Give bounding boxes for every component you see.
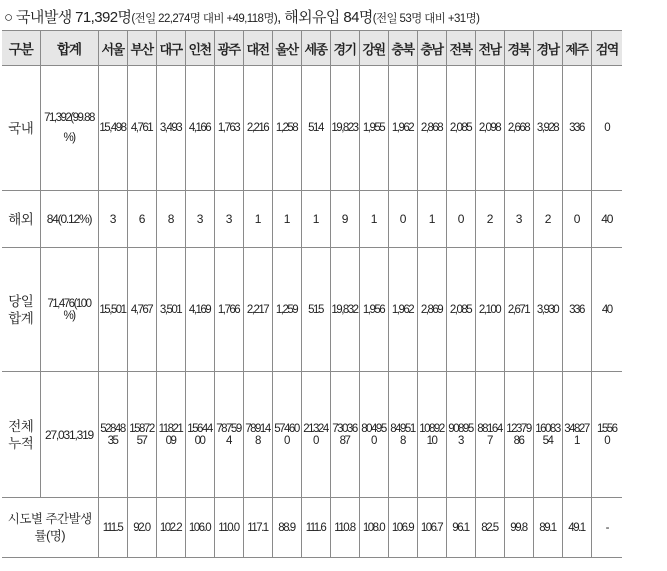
cumulative-cell-bottom: 54 [542,434,553,447]
overseas-cell: 1 [417,191,446,248]
domestic-cell: 3,928 [533,66,562,191]
cumulative-cell-top: 80495 [361,422,386,435]
overseas-cell: 1 [301,191,330,248]
overseas-cell: 0 [388,191,417,248]
overseas-cell: 0 [562,191,591,248]
cumulative-cell-top: 78914 [245,422,270,435]
cumulative-cell-top: 10892 [419,422,444,435]
overseas-cell: 40 [591,191,622,248]
header-row [2,31,622,66]
domestic-total [40,66,98,191]
overseas-cell: 3 [185,191,214,248]
daily-cell: 2,100 [475,248,504,372]
daily-cell: 336 [562,248,591,372]
daily-cell: 2,869 [417,248,446,372]
domestic-cell: 0 [591,66,622,191]
domestic-cell: 2,098 [475,66,504,191]
cumulative-cell [98,372,127,498]
daily-cell: 2,085 [446,248,475,372]
cumulative-cell-top: 21324 [303,422,328,435]
overseas-cell: 2 [533,191,562,248]
domestic-row [2,66,622,191]
weekly-cell: 110.8 [330,498,359,558]
cumulative-cell-top: 73036 [332,422,357,435]
overseas-cell: 1 [272,191,301,248]
overseas-value: 84명 [343,9,373,26]
cumulative-cell-bottom: 4 [226,434,231,447]
cumulative-cell-bottom: 10 [426,434,437,447]
overseas-cell: 1 [243,191,272,248]
cumulative-cell-bottom: 8 [400,434,405,447]
overseas-cell: 1 [359,191,388,248]
domestic-cell: 2,216 [243,66,272,191]
daily-total-top: 71,476(100 [47,297,91,310]
cumulative-cell-top: 34827 [564,422,589,435]
cumulative-cell-top: 16083 [535,422,560,435]
cumulative-cell [417,372,446,498]
cumulative-cell-bottom: 0 [313,434,318,447]
cumulative-cell-top: 84951 [390,422,415,435]
row-label-daily [2,248,40,372]
cumulative-row [2,372,622,498]
weekly-cell: 111.6 [301,498,330,558]
cumulative-cell-bottom: 86 [513,434,524,447]
weekly-row [2,498,622,558]
weekly-cell: 89.1 [533,498,562,558]
overseas-cell: 6 [127,191,156,248]
weekly-cell: - [591,498,622,558]
daily-cell: 3,501 [156,248,185,372]
header-cell: 서울 [98,31,127,66]
weekly-cell: 82.5 [475,498,504,558]
cumulative-cell [446,372,475,498]
cumulative-label-top: 전체 [8,418,34,434]
cumulative-cell-bottom: 3 [458,434,463,447]
cumulative-cell-bottom: 35 [107,434,118,447]
header-cell: 인천 [185,31,214,66]
weekly-cell: 96.1 [446,498,475,558]
weekly-cell: 111.5 [98,498,127,558]
cumulative-cell-top: 88164 [477,422,502,435]
domestic-cell: 336 [562,66,591,191]
daily-cell: 2,671 [504,248,533,372]
weekly-cell: 117.1 [243,498,272,558]
domestic-total-top: 71,392(99.88 [44,112,94,124]
weekly-cell: 102.2 [156,498,185,558]
domestic-cell: 4,761 [127,66,156,191]
header-cell: 검역 [591,31,622,66]
weekly-cell: 106.0 [185,498,214,558]
weekly-cell: 92.0 [127,498,156,558]
overseas-detail: (전일 53명 대비 +31명) [372,13,480,25]
cumulative-cell-bottom: 7 [487,434,492,447]
cumulative-cell-bottom: 0 [371,434,376,447]
header-cell: 경남 [533,31,562,66]
weekly-cell: 49.1 [562,498,591,558]
header-cell: 전북 [446,31,475,66]
domestic-cell: 1,763 [214,66,243,191]
daily-total [40,248,98,372]
cumulative-cell-top: 15872 [129,422,154,435]
report-title [4,6,479,27]
header-cell: 충남 [417,31,446,66]
daily-cell: 1,259 [272,248,301,372]
domestic-cell: 19,823 [330,66,359,191]
cumulative-cell [272,372,301,498]
overseas-row [2,191,622,248]
daily-label-top: 당일 [8,293,34,309]
cumulative-cell [562,372,591,498]
header-cell: 구분 [2,31,40,66]
cumulative-cell [243,372,272,498]
row-label-cumulative [2,372,40,498]
daily-cell: 15,501 [98,248,127,372]
daily-total-bottom: %) [63,309,75,322]
row-label-domestic: 국내 [2,66,40,191]
overseas-total: 84(0.12%) [40,191,98,248]
header-cell: 세종 [301,31,330,66]
cumulative-cell-bottom: 00 [194,434,205,447]
domestic-cell: 1,258 [272,66,301,191]
cumulative-cell-top: 1556 [596,422,617,435]
overseas-cell: 3 [504,191,533,248]
domestic-label: 국내발생 [12,9,76,26]
bullet-icon: ○ [4,9,13,26]
cumulative-cell-top: 15644 [187,422,212,435]
cumulative-cell-top: 78759 [216,422,241,435]
domestic-value: 71,392명 [75,9,132,26]
cumulative-total: 27,031,319 [40,372,98,498]
weekly-cell: 106.9 [388,498,417,558]
cumulative-cell [127,372,156,498]
header-cell: 부산 [127,31,156,66]
domestic-cell: 1,962 [388,66,417,191]
domestic-cell: 15,498 [98,66,127,191]
weekly-cell: 108.0 [359,498,388,558]
domestic-detail: (전일 22,274명 대비 +49,118명) [131,13,278,25]
cumulative-cell-top: 57460 [274,422,299,435]
weekly-cell: 88.9 [272,498,301,558]
cumulative-cell [359,372,388,498]
weekly-cell: 106.7 [417,498,446,558]
cumulative-cell-top: 11821 [158,422,183,435]
row-label-overseas: 해외 [2,191,40,248]
cumulative-cell-bottom: 1 [574,434,579,447]
title-separator: , [277,9,285,26]
header-cell: 경북 [504,31,533,66]
domestic-cell: 4,166 [185,66,214,191]
cumulative-cell [156,372,185,498]
header-cell: 충북 [388,31,417,66]
row-label-weekly: 시도별 주간발생률(명) [2,498,98,558]
cumulative-cell [185,372,214,498]
cumulative-cell [301,372,330,498]
daily-cell: 19,832 [330,248,359,372]
weekly-cell: 99.8 [504,498,533,558]
cumulative-cell-bottom: 0 [284,434,289,447]
daily-cell: 40 [591,248,622,372]
cumulative-cell-top: 90895 [448,422,473,435]
cumulative-cell [214,372,243,498]
domestic-cell: 3,493 [156,66,185,191]
header-cell: 합계 [40,31,98,66]
domestic-cell: 2,085 [446,66,475,191]
regional-case-table [2,30,622,558]
daily-cell: 3,930 [533,248,562,372]
overseas-cell: 0 [446,191,475,248]
domestic-cell: 2,668 [504,66,533,191]
daily-cell: 515 [301,248,330,372]
cumulative-cell [388,372,417,498]
daily-cell: 1,956 [359,248,388,372]
cumulative-label-bottom: 누적 [8,435,34,451]
daily-cell: 1,962 [388,248,417,372]
daily-label-bottom: 합계 [8,310,34,326]
domestic-cell: 1,955 [359,66,388,191]
cumulative-cell-top: 52848 [100,422,125,435]
domestic-total-bottom: %) [63,132,75,144]
overseas-label: 해외유입 [284,9,344,26]
cumulative-cell [533,372,562,498]
daily-cell: 2,217 [243,248,272,372]
header-cell: 제주 [562,31,591,66]
cumulative-cell [504,372,533,498]
cumulative-cell [591,372,622,498]
header-cell: 경기 [330,31,359,66]
daily-row [2,248,622,372]
header-cell: 강원 [359,31,388,66]
overseas-cell: 3 [214,191,243,248]
header-cell: 대구 [156,31,185,66]
cumulative-cell [475,372,504,498]
domestic-cell: 514 [301,66,330,191]
cumulative-cell-top: 12379 [506,422,531,435]
cumulative-cell-bottom: 8 [255,434,260,447]
overseas-cell: 8 [156,191,185,248]
overseas-cell: 3 [98,191,127,248]
cumulative-cell-bottom: 57 [136,434,147,447]
daily-cell: 1,766 [214,248,243,372]
cumulative-cell-bottom: 0 [604,434,610,447]
cumulative-cell [330,372,359,498]
domestic-cell: 2,868 [417,66,446,191]
header-cell: 광주 [214,31,243,66]
header-cell: 울산 [272,31,301,66]
daily-cell: 4,169 [185,248,214,372]
daily-cell: 4,767 [127,248,156,372]
cumulative-cell-bottom: 09 [165,434,176,447]
header-cell: 대전 [243,31,272,66]
overseas-cell: 9 [330,191,359,248]
header-cell: 전남 [475,31,504,66]
overseas-cell: 2 [475,191,504,248]
cumulative-cell-bottom: 87 [339,434,350,447]
weekly-cell: 110.0 [214,498,243,558]
